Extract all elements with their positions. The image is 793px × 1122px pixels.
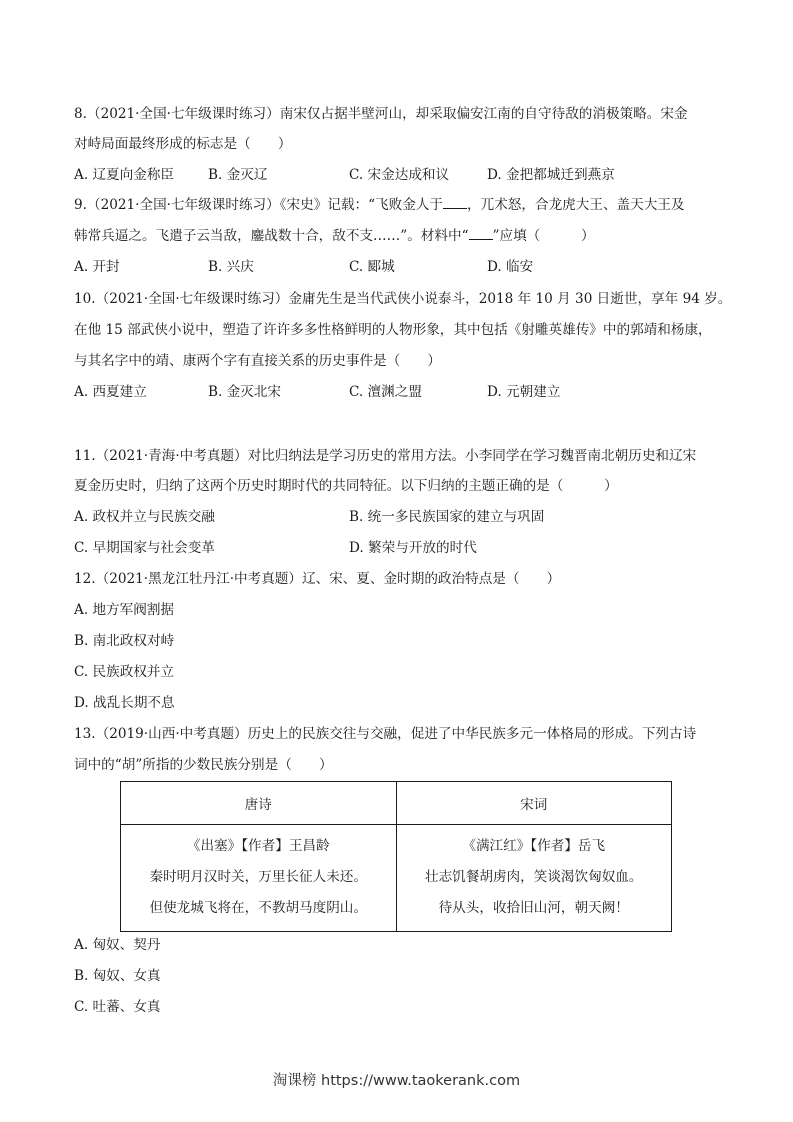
- q8-option-b: B. 金灭辽: [208, 167, 268, 183]
- q9-option-d: D. 临安: [487, 259, 534, 275]
- q13-stem-line2: 词中的“胡”所指的少数民族分别是（ ）: [74, 757, 333, 773]
- q12-option-a: A. 地方军阀割据: [74, 602, 175, 618]
- q13-option-b: B. 匈奴、女真: [74, 968, 161, 984]
- song-poem-title: 《满江红》【作者】岳飞: [462, 838, 606, 854]
- q13-option-c: C. 吐蕃、女真: [74, 999, 161, 1015]
- poem-table-cell-song: [396, 825, 672, 932]
- song-poem-line1: 壮志饥餐胡虏肉，笑谈渴饮匈奴血。: [425, 869, 643, 885]
- q10-stem-line2: 在他 15 部武侠小说中，塑造了许许多多性格鲜明的人物形象，其中包括《射雕英雄传》中的郭靖和杨康，: [74, 322, 712, 338]
- q9-stem-line1-a: 9.（2021·全国·七年级课时练习）《宋史》记载：“飞败金人于: [74, 197, 444, 213]
- q12-option-c: C. 民族政权并立: [74, 664, 175, 680]
- q9-stem-line2-b: ”应填（ ）: [492, 228, 595, 244]
- q8-stem-line1: 8.（2021·全国·七年级课时练习）南宋仅占据半壁河山，却采取偏安江南的自守待敌的消极策略。宋金: [74, 106, 688, 122]
- tang-poem-line2: 但使龙城飞将在，不教胡马度阴山。: [149, 900, 367, 916]
- q13-option-a: A. 匈奴、契丹: [74, 937, 161, 953]
- q9-blank-1: [443, 196, 467, 209]
- q9-stem-line1-b: ，兀术怒，合龙虎大王、盖天大王及: [467, 197, 685, 213]
- q10-option-a: A. 西夏建立: [74, 384, 147, 400]
- q11-option-a: A. 政权并立与民族交融: [74, 509, 215, 525]
- q10-option-b: B. 金灭北宋: [208, 384, 282, 400]
- q11-option-d: D. 繁荣与开放的时代: [349, 540, 477, 556]
- song-poem-line2: 待从头，收拾旧山河，朝天阙！: [438, 900, 629, 916]
- tang-poem-title: 《出塞》【作者】王昌龄: [186, 838, 330, 854]
- q11-stem-line1: 11.（2021·青海·中考真题）对比归纳法是学习历史的常用方法。小李同学在学习魏晋南北朝历史和辽宋: [74, 448, 697, 464]
- q9-option-b: B. 兴庆: [208, 259, 254, 275]
- q8-stem-line2: 对峙局面最终形成的标志是（ ）: [74, 136, 292, 152]
- q8-option-d: D. 金把都城迁到燕京: [487, 167, 615, 183]
- poem-table: [120, 781, 672, 932]
- q9-option-a: A. 开封: [74, 259, 120, 275]
- q12-option-b: B. 南北政权对峙: [74, 633, 175, 649]
- q8-option-c: C. 宋金达成和议: [349, 167, 450, 183]
- q10-option-d: D. 元朝建立: [487, 384, 561, 400]
- q8-option-a: A. 辽夏向金称臣: [74, 167, 175, 183]
- q10-stem-line3: 与其名字中的靖、康两个字有直接关系的历史事件是（ ）: [74, 353, 442, 369]
- q9-blank-2: [469, 227, 493, 240]
- q11-option-c: C. 早期国家与社会变革: [74, 540, 215, 556]
- q11-stem-line2: 夏金历史时，归纳了这两个历史时期时代的共同特征。以下归纳的主题正确的是（ ）: [74, 478, 618, 494]
- poem-table-header-song: 宋词: [396, 782, 672, 825]
- q10-stem-line1: 10.（2021·全国·七年级课时练习）金庸先生是当代武侠小说泰斗，2018 年 10 月 30 日逝世，享年 94 岁。: [74, 291, 732, 307]
- q9-option-c: C. 郾城: [349, 259, 395, 275]
- tang-poem-line1: 秦时明月汉时关，万里长征人未还。: [149, 869, 367, 885]
- q12-stem-line1: 12.（2021·黑龙江牡丹江·中考真题）辽、宋、夏、金时期的政治特点是（ ）: [74, 571, 561, 587]
- poem-table-header-tang: 唐诗: [121, 782, 397, 825]
- footer-watermark: 淘课榜 https://www.taokerank.com: [272, 1073, 521, 1089]
- q9-stem-line1: [74, 195, 685, 215]
- q11-option-b: B. 统一多民族国家的建立与巩固: [349, 509, 545, 525]
- q9-stem-line2: [74, 226, 595, 246]
- poem-table-cell-tang: [121, 825, 397, 932]
- q12-option-d: D. 战乱长期不息: [74, 695, 175, 711]
- q9-stem-line2-a: 韩常兵逼之。飞遣子云当敌，鏖战数十合，敌不支……”。材料中“: [74, 228, 469, 244]
- q10-option-c: C. 澶渊之盟: [349, 384, 422, 400]
- q13-stem-line1: 13.（2019·山西·中考真题）历史上的民族交往与交融，促进了中华民族多元一体格局的形成。下列古诗: [74, 726, 697, 742]
